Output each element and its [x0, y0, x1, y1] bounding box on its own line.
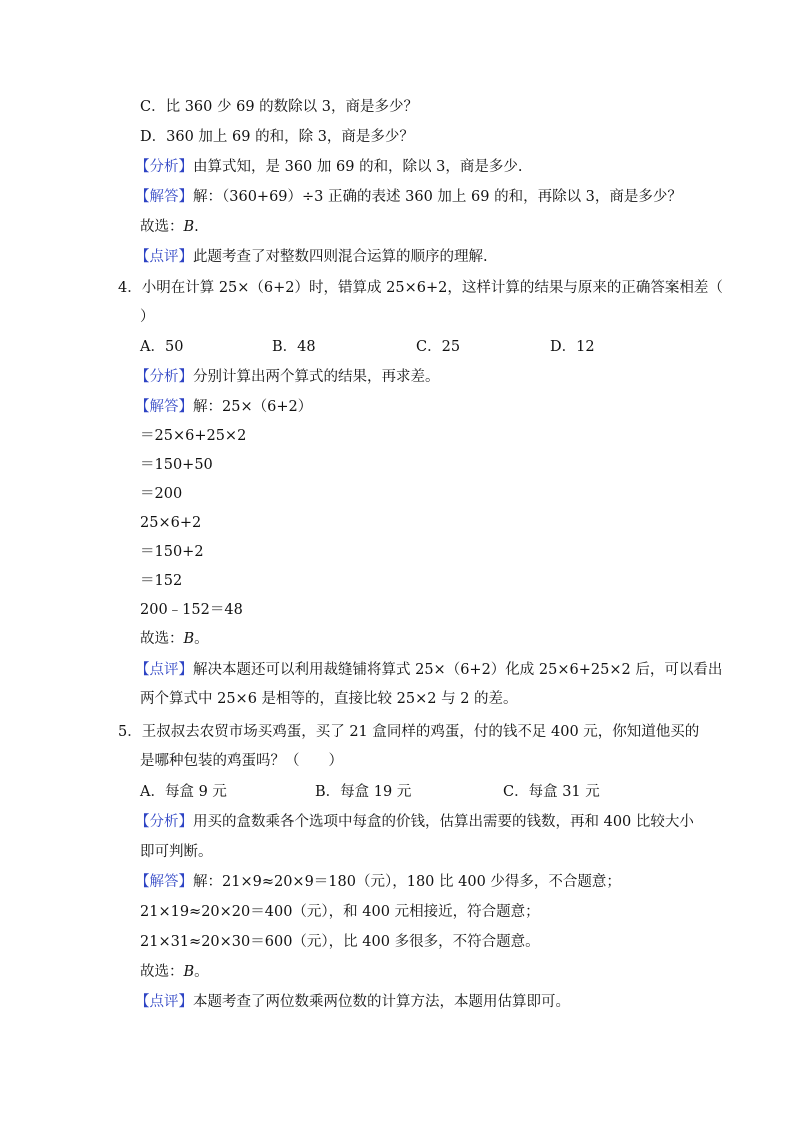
answer-tag: 【解答】 — [135, 189, 193, 205]
q4-answer — [135, 397, 312, 417]
q4-stem-line-1: 4．小明在计算 25×（6+2）时，错算成 25×6+2，这样计算的结果与原来的正确答案相差（ — [118, 280, 723, 296]
comment-tag: 【点评】 — [135, 994, 193, 1010]
analysis-text: 由算式知，是 360 加 69 的和，除以 3，商是多少. — [193, 159, 523, 175]
q3-analysis — [135, 157, 523, 177]
choice-letter: B — [183, 964, 195, 980]
q4-step: 25×6+2 — [140, 515, 202, 531]
q4-step: 200﹣152＝48 — [140, 602, 243, 618]
analysis-tag: 【分析】 — [135, 814, 193, 830]
q5-option-b: B．每盒 19 元 — [315, 784, 412, 800]
q5-comment — [135, 992, 570, 1012]
q4-option-d: D．12 — [550, 339, 595, 355]
q3-option-d: D．360 加上 69 的和，除 3，商是多少？ — [140, 129, 414, 145]
answer-text: 解：25×（6+2） — [193, 399, 313, 415]
choice-suffix: 。 — [194, 631, 209, 647]
choice-suffix: . — [194, 219, 199, 235]
answer-tag: 【解答】 — [135, 874, 193, 890]
q4-step: ＝25×6+25×2 — [140, 428, 247, 444]
q4-choice — [140, 629, 209, 649]
q5-choice — [140, 962, 209, 982]
q5-analysis — [135, 812, 694, 832]
q4-analysis — [135, 367, 440, 387]
choice-letter: B — [183, 631, 195, 647]
q5-analysis-line-2: 即可判断。 — [140, 844, 213, 860]
q3-option-c: C．比 360 少 69 的数除以 3，商是多少？ — [140, 99, 418, 115]
choice-letter: B — [183, 219, 195, 235]
q4-stem-line-2: ） — [140, 309, 155, 325]
q5-stem-line-1: 5．王叔叔去农贸市场买鸡蛋，买了 21 盒同样的鸡蛋，付的钱不足 400 元，你知道他买的 — [118, 724, 700, 740]
q4-option-b: B．48 — [272, 339, 316, 355]
q4-comment — [135, 660, 722, 680]
choice-prefix: 故选： — [140, 631, 184, 647]
q3-choice — [140, 217, 199, 237]
choice-prefix: 故选： — [140, 964, 184, 980]
q3-answer — [135, 187, 682, 207]
answer-text: 解：（360+69）÷3 正确的表述 360 加上 69 的和，再除以 3，商是多少？ — [193, 189, 682, 205]
q5-stem-line-2: 是哪种包装的鸡蛋吗？（ ） — [140, 753, 343, 769]
q4-step: ＝150+2 — [140, 544, 204, 560]
q5-answer — [135, 872, 621, 892]
comment-tag: 【点评】 — [135, 249, 193, 265]
q5-step: 21×19≈20×20＝400（元），和 400 元相接近，符合题意； — [140, 904, 540, 920]
q4-step: ＝200 — [140, 486, 183, 502]
comment-text: 解决本题还可以利用裁缝铺将算式 25×（6+2）化成 25×6+25×2 后，可以看出 — [193, 662, 723, 678]
q3-comment — [135, 247, 488, 267]
analysis-text: 分别计算出两个算式的结果，再求差。 — [193, 369, 440, 385]
analysis-text: 用买的盒数乘各个选项中每盒的价钱，估算出需要的钱数，再和 400 比较大小 — [193, 814, 694, 830]
q4-option-a: A．50 — [140, 339, 184, 355]
analysis-tag: 【分析】 — [135, 159, 193, 175]
answer-text: 解：21×9≈20×9＝180（元），180 比 400 少得多，不合题意； — [193, 874, 621, 890]
choice-prefix: 故选： — [140, 219, 184, 235]
comment-text: 本题考查了两位数乘两位数的计算方法，本题用估算即可。 — [193, 994, 570, 1010]
q4-step: ＝152 — [140, 573, 183, 589]
comment-tag: 【点评】 — [135, 662, 193, 678]
analysis-tag: 【分析】 — [135, 369, 193, 385]
comment-text: 此题考查了对整数四则混合运算的顺序的理解. — [193, 249, 488, 265]
q5-option-a: A．每盒 9 元 — [140, 784, 227, 800]
q5-option-c: C．每盒 31 元 — [503, 784, 600, 800]
choice-suffix: 。 — [194, 964, 209, 980]
q4-step: ＝150+50 — [140, 457, 213, 473]
q4-comment-line-2: 两个算式中 25×6 是相等的，直接比较 25×2 与 2 的差。 — [140, 691, 518, 707]
q4-option-c: C．25 — [416, 339, 461, 355]
q5-step: 21×31≈20×30＝600（元），比 400 多很多，不符合题意。 — [140, 934, 540, 950]
answer-tag: 【解答】 — [135, 399, 193, 415]
